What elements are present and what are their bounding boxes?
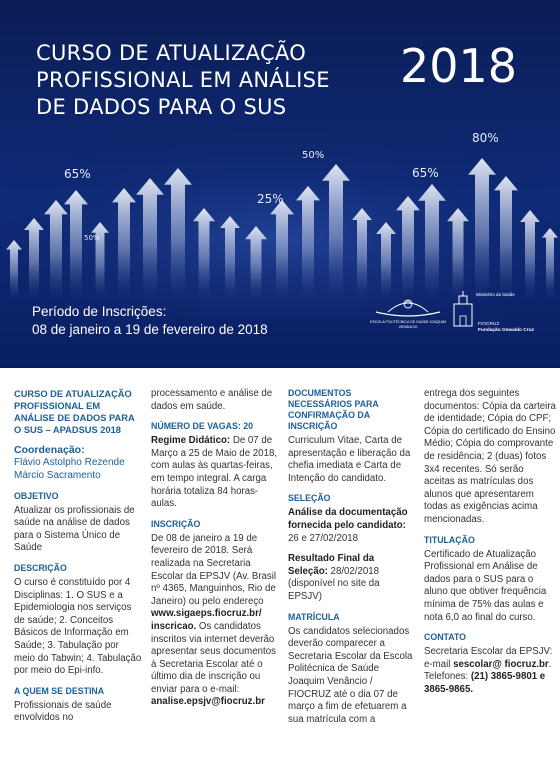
result-date: 28/02/2018 (disponível no site da EPSJV) [288,565,380,602]
selection-label: Análise da documentação fornecida pelo candidato: [288,507,408,531]
selection-text [288,507,416,545]
description-heading: DESCRIÇÃO [14,562,67,573]
regime-label: Regime Didático: [151,435,231,447]
objective-heading: OBJETIVO [14,490,59,501]
selection-heading: SELEÇÃO [288,493,331,504]
column-2 [151,388,279,709]
epsjv-logo [368,290,446,340]
registration-email-link[interactable]: analise.epsjv@fiocruz.br [151,696,265,708]
vacancies-heading: NÚMERO DE VAGAS: 20 [151,421,253,432]
audience-text-cont: processamento e análise de dados em saúde. [151,388,273,412]
enrollment-text: Os candidatos selecionados deverão comparecer a Secretaria Escolar da Escola Politécnica de Saúde Joaquim Venâncio / FIOCRUZ até o dia 07 de março a fim de efetuarem a sua matrícula com a [288,625,413,725]
registration-text [151,533,279,709]
enrollment-text-cont: entrega dos seguintes documentos: Cópia da carteira de identidade; Cópia do CPF; Cópia do certificado do Ensino Médio; Cópia do comprovante de residência; 2 (duas) fotos 3x4 recentes. Só serão aceitas as matrículas dos alunos que apresentarem todas as exigências acima mencionadas. [424,388,556,525]
fiocruz-name: FIOCRUZ [478,322,500,327]
registration-heading: INSCRIÇÃO [151,518,201,529]
column-1 [14,388,142,725]
coordinator-name: Flávio Astolpho Rezende [14,457,125,468]
coordinator-name: Márcio Sacramento [14,469,101,481]
percent-label: 80% [472,131,499,145]
fiocruz-full-name: Fundação Oswaldo Cruz [478,328,534,333]
epsjv-logo-text: ESCOLA POLITÉCNICA DE SAÚDE JOAQUIM VENÂNCIO [370,320,446,329]
description-text: O curso é constituído por 4 Disciplinas: 1. O SUS e a Epidemiologia nos serviços de saúde; 2. Conceitos Básicos de Informação em Saúde; 3. Tabulação por meio do Tabwin; 4. Tabulação por meio do Epi-info. [14,576,142,677]
selection-dates: 26 e 27/02/2018 [288,532,359,544]
regime-text [151,435,279,511]
result-text [288,553,416,603]
registration-site-link[interactable]: www.sigaeps.fiocruz.br/ inscricao. [151,608,262,632]
regime-value: De 07 de Março a 25 de Maio de 2018, com aulas às quartas-feiras, em tempo integral. A carga horária totaliza 84 horas-aulas. [151,435,278,510]
epsjv-logo-icon [368,290,448,320]
contact-text [424,646,556,696]
percent-label: 25% [257,192,284,206]
objective-text: Atualizar os profissionais de saúde na análise de dados para o Sistema Único de Saúde [14,504,135,554]
course-title: CURSO DE ATUALIZAÇÃO PROFISSIONAL EM ANÁLISE DE DADOS PARA O SUS – APADSUS 2018 [14,389,135,435]
percent-label: 50% [84,234,100,242]
percent-label: 65% [64,167,91,181]
fiocruz-text [478,322,534,334]
castle-icon [450,290,476,330]
ministry-text: Ministério da Saúde [476,292,515,297]
registration-intro: De 08 de janeiro a 19 de fevereiro de 2018. Será realizada na Secretaria Escolar da EPSJV (Av. Brasil nº 4365, Manguinhos, Rio de Janeiro) ou pelo endereço [151,532,277,607]
contact-heading: CONTATO [424,632,467,643]
period-label: Período de Inscrições: [32,304,167,319]
header-banner [0,0,560,368]
contact-phones-label: . Telefones: [424,658,552,683]
certification-heading: TITULAÇÃO [424,534,475,545]
percent-label: 65% [412,166,439,180]
contact-intro: Secretaria Escolar da EPSJV: e-mail [424,646,553,670]
registration-period [32,303,268,339]
enrollment-heading: MATRÍCULA [288,611,340,622]
banner-title: CURSO DE ATUALIZAÇÃO PROFISSIONAL EM ANÁLISE DE DADOS PARA O SUS [36,41,330,119]
contact-phones: (21) 3865-9801 e 3865-9865. [424,671,546,695]
documents-heading: DOCUMENTOS NECESSÁRIOS PARA CONFIRMAÇÃO DA INSCRIÇÃO [288,388,379,431]
column-3 [288,388,416,726]
fiocruz-logo [450,290,550,340]
contact-email-link[interactable]: sescolar@ fiocruz.br [453,658,549,670]
audience-heading: A QUEM SE DESTINA [14,685,105,696]
registration-instructions: Os candidatos inscritos via internet deverão apresentar seus documentos à Secretaria Escolar até o último dia de inscrição ou enviar para o e-mail: [151,620,276,695]
period-dates: 08 de janeiro a 19 de fevereiro de 2018 [32,322,268,337]
documents-text: Curriculum Vitae, Carta de apresentação e liberação da chefia imediata e Carta de Intenção do candidato. [288,435,411,484]
coordination-heading: Coordenação: [14,444,85,456]
result-label: Resultado Final da Seleção: [288,553,375,577]
column-4 [424,388,556,696]
audience-text: Profissionais de saúde envolvidos no [14,699,112,724]
banner-year: 2018 [400,39,518,93]
percent-label: 50% [302,150,325,161]
certification-text: Certificado de Atualização Profissional em Análise de dados para o SUS para o aluno que obtiver frequência mínima de 75% das aulas e nota 6,0 ao final do curso. [424,548,547,623]
